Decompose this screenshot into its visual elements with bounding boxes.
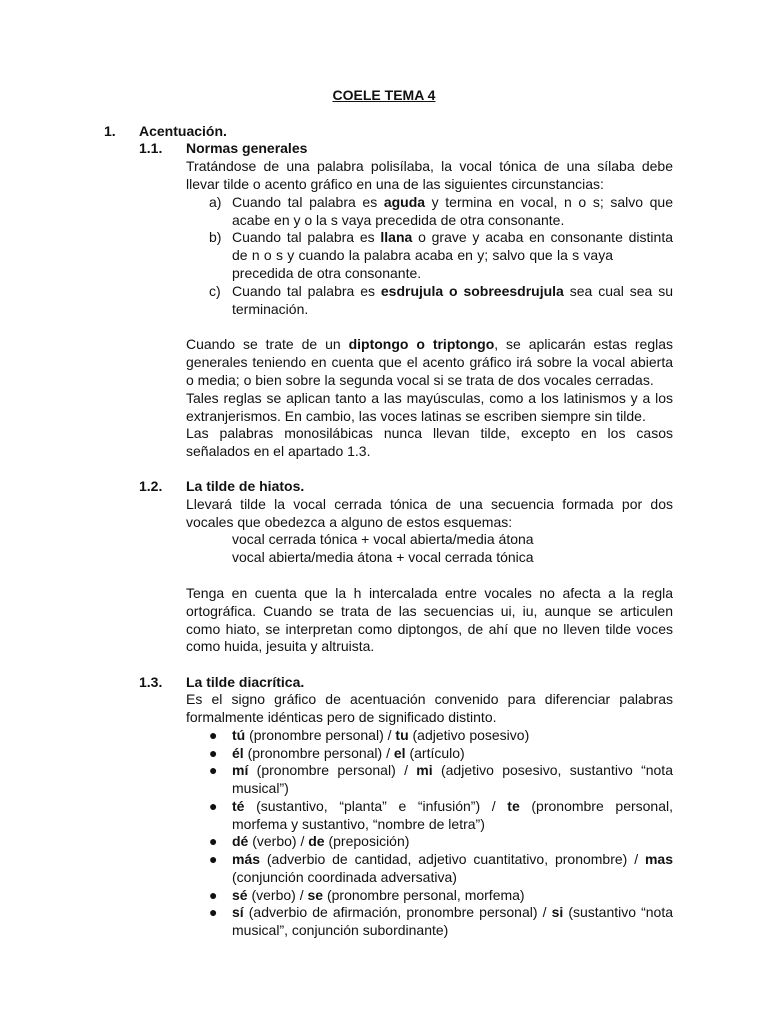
subsection-number: 1.1. — [139, 140, 163, 156]
list-item: dé (verbo) / de (preposición) — [232, 833, 410, 849]
section-title: Acentuación. — [139, 123, 227, 139]
paragraph-line: como hiato, se interpretan como diptongos, de ahí que no lleven tilde voces — [186, 621, 673, 637]
bullet-icon: ● — [209, 851, 218, 867]
list-item: más (adverbio de cantidad, adjetivo cuantitativo, pronombre) / mas — [232, 851, 673, 867]
list-item: tú (pronombre personal) / tu (adjetivo posesivo) — [232, 727, 530, 743]
list-item: sí (adverbio de afirmación, pronombre personal) / si (sustantivo “nota — [232, 904, 674, 920]
paragraph-line: Tratándose de una palabra polisílaba, la vocal tónica de una sílaba debe — [186, 158, 673, 174]
paragraph-line: Tales reglas se aplican tanto a las mayúsculas, como a los latinismos y a los — [186, 390, 673, 406]
list-item: mí (pronombre personal) / mi (adjetivo posesivo, sustantivo “nota — [232, 762, 673, 778]
paragraph-line: generales teniendo en cuenta que el acento gráfico irá sobre la vocal abierta — [186, 354, 673, 370]
paragraph-line: Tenga en cuenta que la h intercalada entre vocales no afecta a la regla — [186, 585, 673, 601]
bullet-icon: ● — [209, 833, 218, 849]
list-item-line: musical”, conjunción subordinante) — [232, 922, 449, 938]
list-item-line: musical”) — [232, 780, 289, 796]
paragraph-line: formalmente idénticas pero de significado distinto. — [186, 709, 497, 725]
paragraph-line: Llevará tilde la vocal cerrada tónica de una secuencia formada por dos — [186, 496, 673, 512]
list-item-line: (conjunción coordinada adversativa) — [232, 869, 457, 885]
subsection-number: 1.3. — [139, 674, 163, 690]
section-number: 1. — [104, 123, 116, 139]
list-item-line: Cuando tal palabra es llana o grave y acaba en consonante distinta — [232, 229, 673, 245]
paragraph-line: señalados en el apartado 1.3. — [186, 443, 371, 459]
bullet-icon: ● — [209, 887, 218, 903]
subsection-title: La tilde diacrítica. — [186, 674, 305, 690]
paragraph-line: vocales que obedezca a alguno de estos esquemas: — [186, 514, 513, 530]
list-item-line: Cuando tal palabra es esdrujula o sobreesdrujula sea cual sea su — [232, 283, 674, 299]
scheme-line: vocal cerrada tónica + vocal abierta/media átona — [232, 531, 534, 547]
paragraph-line: o media; o bien sobre la segunda vocal si se trata de dos vocales cerradas. — [186, 372, 654, 388]
list-label: c) — [209, 283, 221, 299]
list-item-line: morfema y sustantivo, “nombre de letra”) — [232, 816, 485, 832]
paragraph-line: extranjerismos. En cambio, las voces latinas se escriben siempre sin tilde. — [186, 408, 646, 424]
scheme-line: vocal abierta/media átona + vocal cerrada tónica — [232, 549, 534, 565]
bullet-icon: ● — [209, 727, 218, 743]
list-item: té (sustantivo, “planta” e “infusión”) / te (pronombre personal, — [232, 798, 673, 814]
subsection-title: Normas generales — [186, 140, 308, 156]
paragraph-line: Las palabras monosilábicas nunca llevan tilde, excepto en los casos — [186, 425, 673, 441]
subsection-number: 1.2. — [139, 478, 163, 494]
paragraph-line: llevar tilde o acento gráfico en una de las siguientes circunstancias: — [186, 176, 604, 192]
bullet-icon: ● — [209, 745, 218, 761]
bullet-icon: ● — [209, 798, 218, 814]
list-item-line: Cuando tal palabra es aguda y termina en vocal, n o s; salvo que — [232, 194, 673, 210]
list-item-line: terminación. — [232, 301, 309, 317]
paragraph-line: ortográfica. Cuando se trata de las secuencias ui, iu, aunque se articulen — [186, 603, 673, 619]
list-item: él (pronombre personal) / el (artículo) — [232, 745, 465, 761]
document-title: COELE TEMA 4 — [332, 87, 436, 103]
list-label: b) — [209, 229, 222, 245]
subsection-title: La tilde de hiatos. — [186, 478, 305, 494]
list-item-line: precedida de otra consonante. — [232, 265, 422, 281]
paragraph-line: como huida, jesuita y altruista. — [186, 638, 375, 654]
list-label: a) — [209, 194, 222, 210]
paragraph-line: Es el signo gráfico de acentuación convenido para diferenciar palabras — [186, 691, 673, 707]
list-item-line: de n o s y cuando la palabra acaba en y; salvo que la s vaya — [232, 247, 613, 263]
bullet-icon: ● — [209, 762, 218, 778]
list-item: sé (verbo) / se (pronombre personal, morfema) — [232, 887, 525, 903]
list-item-line: acabe en y o la s vaya precedida de otra consonante. — [232, 212, 565, 228]
paragraph-line: Cuando se trate de un diptongo o triptongo, se aplicarán estas reglas — [186, 336, 673, 352]
bullet-icon: ● — [209, 904, 218, 920]
